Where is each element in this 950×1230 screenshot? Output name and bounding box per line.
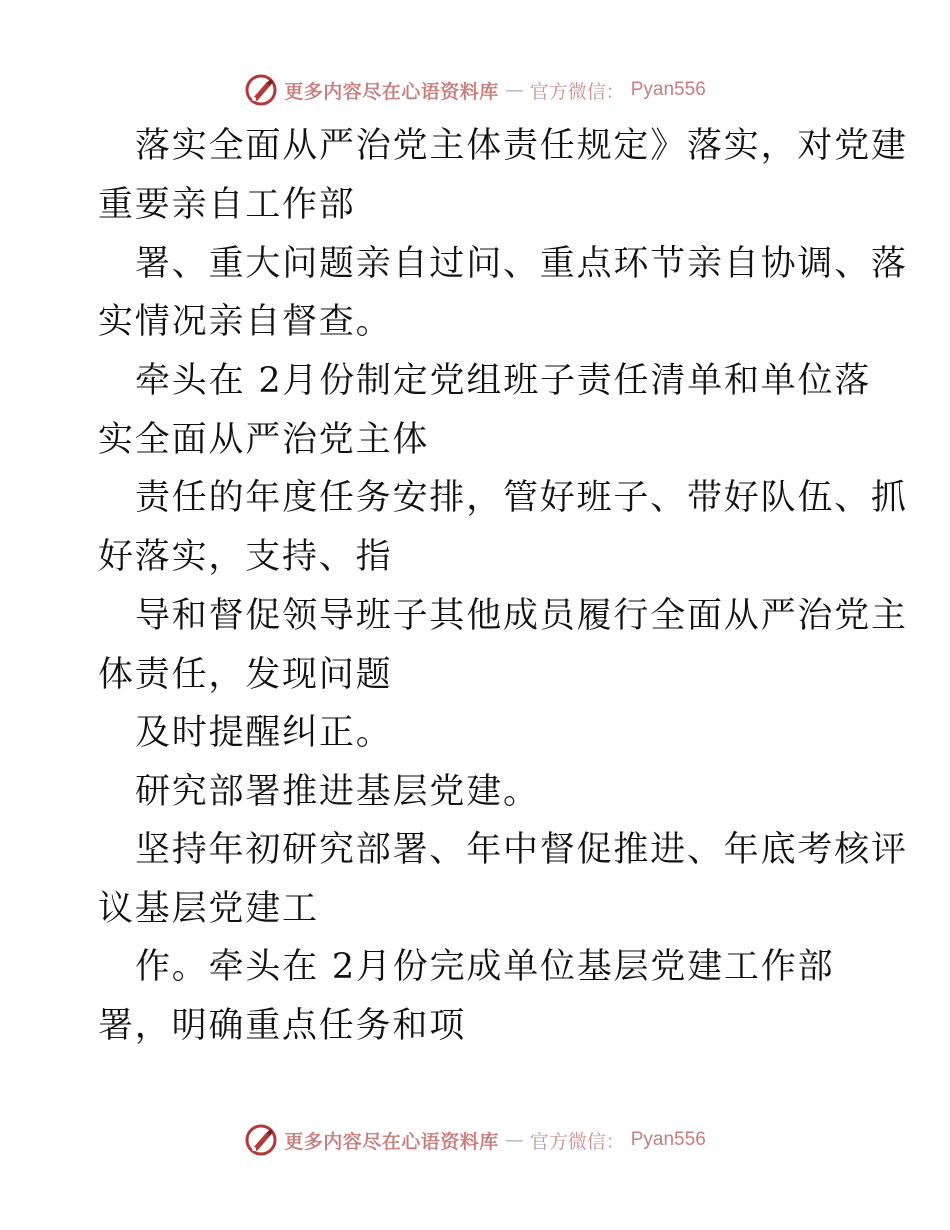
body-line: 及时提醒纠正。 [135, 713, 393, 753]
footer-banner [0, 1120, 950, 1160]
pen-logo-icon [244, 1123, 278, 1157]
body-line: 署，明确重点任务和项 [98, 1006, 467, 1046]
pen-logo-icon [244, 73, 278, 107]
body-line: 落实全面从严治党主体责任规定》落实，对党建 [135, 126, 908, 166]
banner-dash: — [504, 79, 524, 101]
banner-site-name: 更多内容尽在心语资料库 [284, 80, 499, 103]
banner-dash: — [504, 1129, 524, 1151]
body-line: 议基层党建工 [98, 889, 319, 929]
banner-site-name: 更多内容尽在心语资料库 [284, 1130, 499, 1153]
body-line: 实全面从严治党主体 [98, 420, 430, 460]
body-line: 好落实，支持、指 [98, 537, 393, 577]
body-line: 作。牵头在 2月份完成单位基层党建工作部 [135, 947, 835, 987]
header-banner [0, 70, 950, 110]
body-line: 重要亲自工作部 [98, 185, 356, 225]
body-line: 实情况亲自督查。 [98, 302, 393, 342]
body-line: 体责任，发现问题 [98, 655, 393, 695]
body-line: 导和督促领导班子其他成员履行全面从严治党主 [135, 596, 908, 636]
body-line: 牵头在 2月份制定党组班子责任清单和单位落 [135, 361, 872, 401]
body-line: 署、重大问题亲自过问、重点环节亲自协调、落 [135, 244, 908, 284]
banner-wechat-id: Pyan556 [630, 1129, 706, 1150]
banner-wechat-label: 官方微信： [529, 80, 625, 103]
body-line: 研究部署推进基层党建。 [135, 772, 540, 812]
banner-wechat-label: 官方微信： [529, 1130, 625, 1153]
banner-wechat-id: Pyan556 [630, 79, 706, 100]
body-line: 责任的年度任务安排，管好班子、带好队伍、抓 [135, 478, 908, 518]
body-line: 坚持年初研究部署、年中督促推进、年底考核评 [135, 830, 908, 870]
